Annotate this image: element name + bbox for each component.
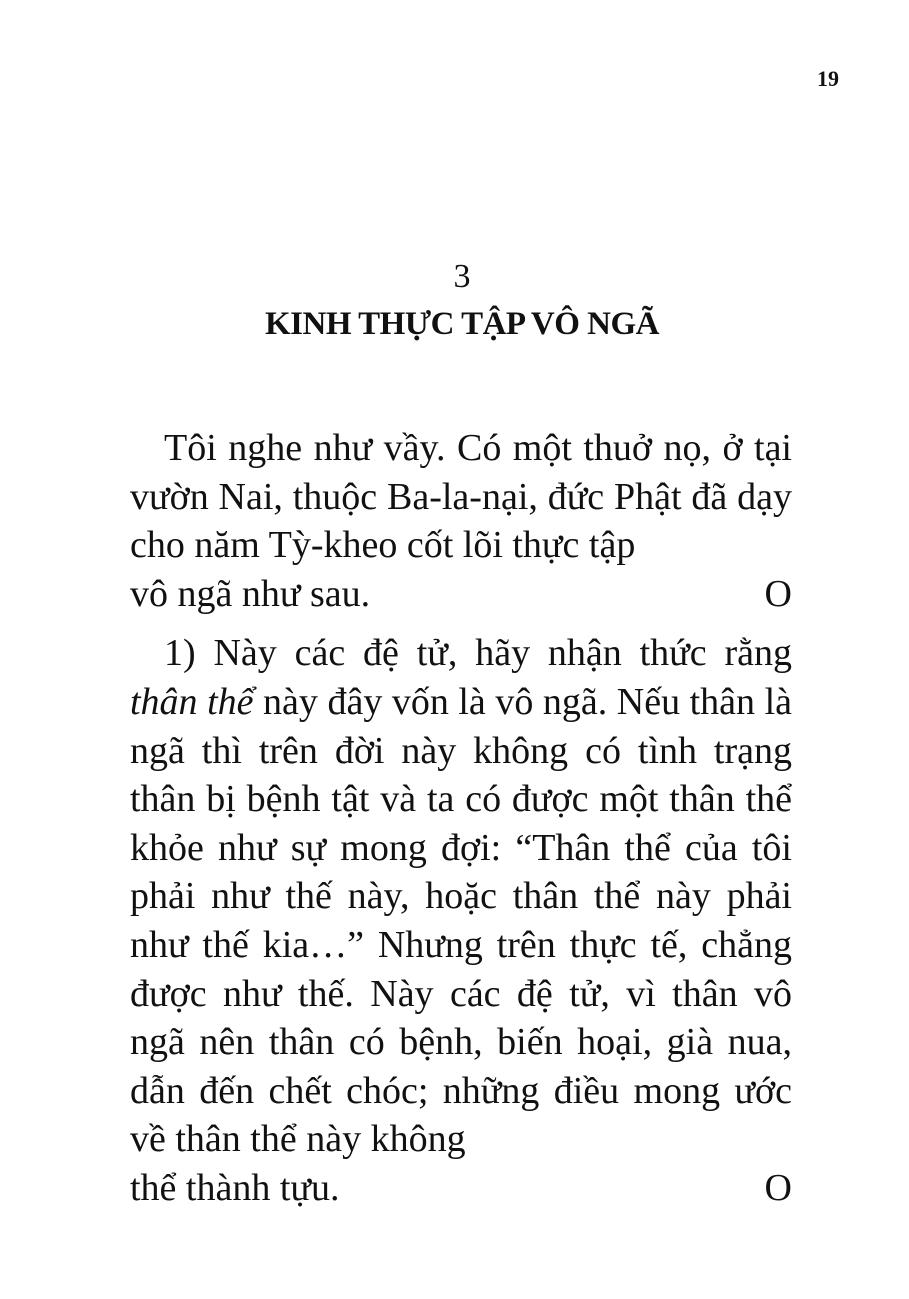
paragraph-body xyxy=(130,629,792,1212)
paragraph-body-italic: thân thể xyxy=(130,680,254,723)
paragraph-body-end-line xyxy=(130,1164,792,1213)
body-text xyxy=(130,424,792,1213)
page-number: 19 xyxy=(817,66,839,91)
section-end-marker: O xyxy=(764,1166,792,1209)
paragraph-intro-last-line: vô ngã như sau. xyxy=(130,572,371,615)
section-end-marker: O xyxy=(764,572,792,615)
paragraph-intro-end-line xyxy=(130,570,792,619)
paragraph-body-lead: 1) Này các đệ tử, hãy nhận thức rằng xyxy=(164,632,792,675)
paragraph-intro xyxy=(130,424,792,618)
paragraph-intro-text: Tôi nghe như vầy. Có một thuở nọ, ở tại vườn Nai, thuộc Ba-la-nại, đức Phật đã dạy cho năm Tỳ-kheo cốt lõi thực tập xyxy=(130,427,792,567)
chapter-number: 3 xyxy=(453,258,471,295)
paragraph-body-last-line: thể thành tựu. xyxy=(130,1166,340,1209)
paragraph-body-text: này đây vốn là vô ngã. Nếu thân là ngã thì trên đời này không có tình trạng thân bị bệnh tật và ta có được một thân thể khỏe như sự mong đợi: “Thân thể của tôi phải như thế này, hoặc thân thể này phải như thế kia…” Nhưng trên thực tế, chẳng được như thế. Này các đệ tử, vì thân vô ngã nên thân có bệnh, biến hoại, già nua, dẫn đến chết chóc; những điều mong ước về thân thể này không xyxy=(130,680,792,1161)
chapter-title: KINH THỰC TẬP VÔ NGÃ xyxy=(264,306,659,342)
